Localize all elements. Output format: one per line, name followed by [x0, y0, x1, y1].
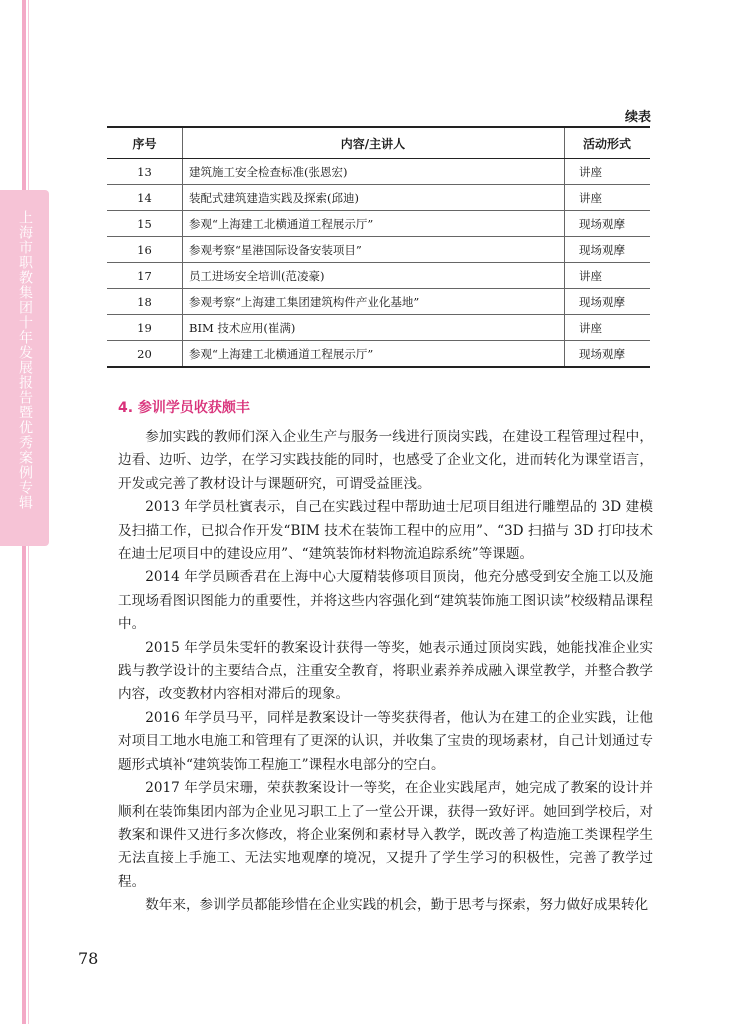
- body-text: [118, 426, 653, 918]
- row-content: 参观考察“上海建工集团建筑构件产业化基地”: [183, 289, 565, 315]
- table-row: [107, 159, 650, 185]
- row-content: 参观“上海建工北横通道工程展示厅”: [183, 341, 565, 368]
- row-content: BIM 技术应用(崔满): [183, 315, 565, 341]
- page-number: 78: [78, 949, 99, 968]
- table-row: [107, 237, 650, 263]
- table-row: [107, 341, 650, 368]
- paragraph: 2014 年学员顾香君在上海中心大厦精装修项目顶岗，他充分感受到安全施工以及施工现场看图识图能力的重要性，并将这些内容强化到“建筑装饰施工图识读”校级精品课程中。: [118, 569, 653, 633]
- section-heading: 4. 参训学员收获颇丰: [118, 400, 250, 416]
- sidebar-title: 上海市职教集团十年发展报告暨优秀案例专辑: [17, 210, 33, 510]
- row-content: 建筑施工安全检查标准(张恩宏): [183, 159, 565, 185]
- row-form: 讲座: [565, 185, 651, 211]
- row-number: 15: [107, 211, 183, 237]
- paragraph: 数年来，参训学员都能珍惜在企业实践的机会，勤于思考与探索，努力做好成果转化: [145, 897, 649, 914]
- row-form: 现场观摩: [565, 237, 651, 263]
- row-form: 现场观摩: [565, 211, 651, 237]
- row-number: 16: [107, 237, 183, 263]
- row-form: 讲座: [565, 159, 651, 185]
- row-form: 讲座: [565, 263, 651, 289]
- row-content: 装配式建筑建造实践及探索(邱迪): [183, 185, 565, 211]
- row-number: 13: [107, 159, 183, 185]
- table-row: [107, 315, 650, 341]
- row-content: 参观“上海建工北横通道工程展示厅”: [183, 211, 565, 237]
- row-number: 14: [107, 185, 183, 211]
- row-number: 20: [107, 341, 183, 368]
- header-form: 活动形式: [565, 127, 651, 159]
- paragraph: 2016 年学员马平，同样是教案设计一等奖获得者，他认为在建工的企业实践，让他对项目工地水电施工和管理有了更深的认识，并收集了宝贵的现场素材，自己计划通过专题形式填补“建筑装饰工程施工”课程水电部分的空白。: [118, 709, 653, 773]
- row-form: 现场观摩: [565, 289, 651, 315]
- table-continued-label: 续表: [624, 110, 651, 125]
- table-row: [107, 289, 650, 315]
- paragraph: 2015 年学员朱雯轩的教案设计获得一等奖，她表示通过顶岗实践，她能找准企业实践与教学设计的主要结合点，注重安全教育，将职业素养养成融入课堂教学，并整合教学内容，改变教材内容相对滞后的现象。: [118, 639, 653, 703]
- row-form: 讲座: [565, 315, 651, 341]
- row-number: 19: [107, 315, 183, 341]
- paragraph: 参加实践的教师们深入企业生产与服务一线进行顶岗实践，在建设工程管理过程中，边看、边听、边学，在学习实践技能的同时，也感受了企业文化，进而转化为课堂语言，开发或完善了教材设计与课题研究，可谓受益匪浅。: [118, 429, 653, 492]
- row-number: 17: [107, 263, 183, 289]
- row-content: 参观考察“星港国际设备安装项目”: [183, 237, 565, 263]
- table-header-row: [107, 127, 650, 159]
- table-row: [107, 185, 650, 211]
- header-content: 内容/主讲人: [183, 127, 565, 159]
- paragraph: 2017 年学员宋珊，荣获教案设计一等奖，在企业实践尾声，她完成了教案的设计并顺利在装饰集团内部为企业见习职工上了一堂公开课，获得一致好评。她回到学校后，对教案和课件又进行多次修改，将企业案例和素材导入教学，既改善了构造施工类课程学生无法直接上手施工、无法实地观摩的境况，又提升了学生学习的积极性，完善了教学过程。: [118, 780, 653, 890]
- table-row: [107, 263, 650, 289]
- table-row: [107, 211, 650, 237]
- activity-table: [107, 126, 650, 368]
- row-number: 18: [107, 289, 183, 315]
- row-content: 员工进场安全培训(范凌豪): [183, 263, 565, 289]
- paragraph: 2013 年学员杜賓表示，自己在实践过程中帮助迪士尼项目组进行雕塑品的 3D 建模及扫描工作，已拟合作开发“BIM 技术在装饰工程中的应用”、“3D 扫描与 3D 打印技术在迪士尼项目中的建设应用”、“建筑装饰材料物流追踪系统”等课题。: [118, 499, 653, 563]
- header-number: 序号: [107, 127, 183, 159]
- row-form: 现场观摩: [565, 341, 651, 368]
